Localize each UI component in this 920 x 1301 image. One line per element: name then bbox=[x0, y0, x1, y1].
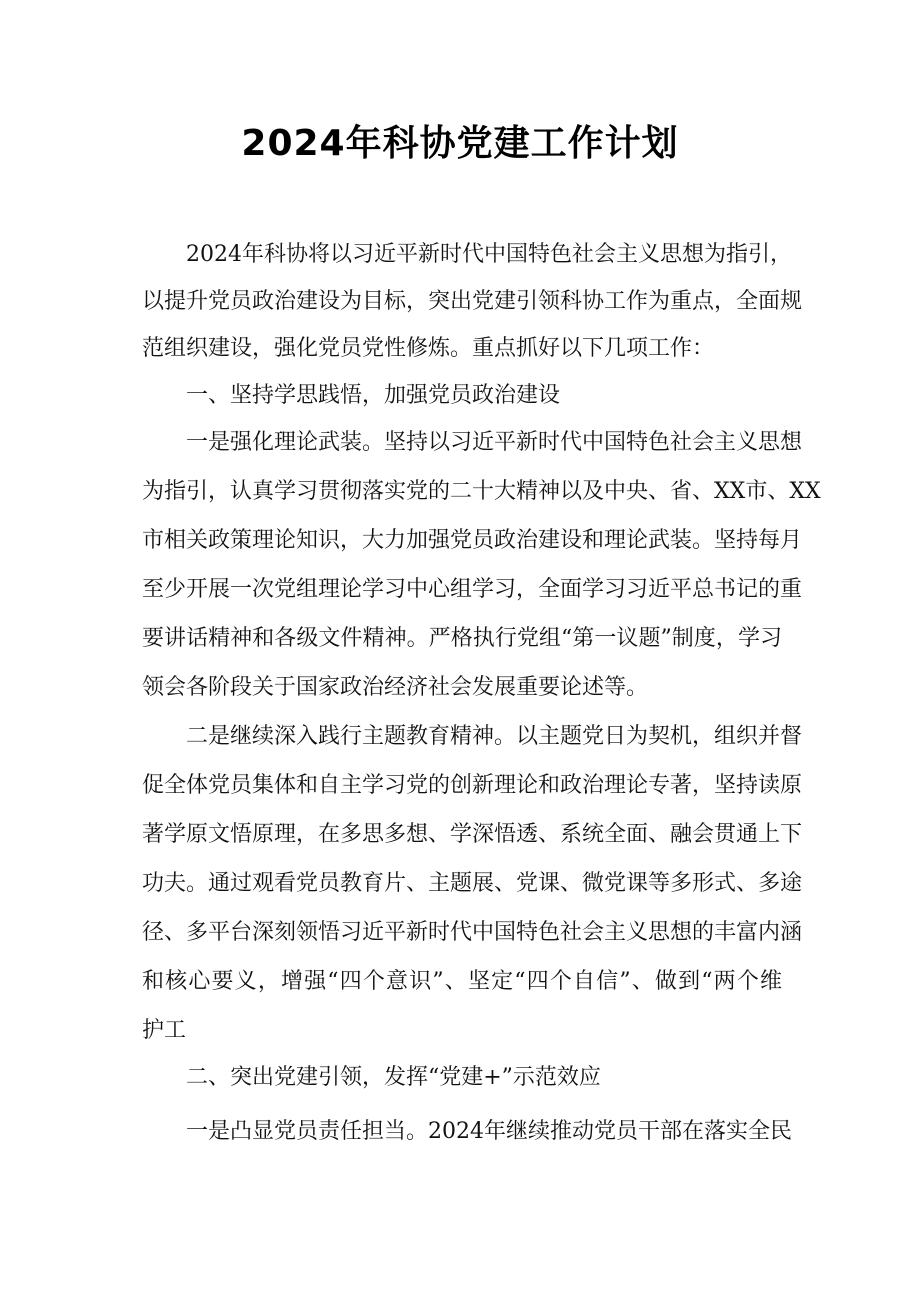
paragraph-line: 和核心要义，增强“四个意识”、坚定“四个自信”、做到“两个维 bbox=[142, 969, 782, 994]
paragraph-line: 护工 bbox=[142, 1018, 187, 1043]
paragraph-line: 一是强化理论武装。坚持以习近平新时代中国特色社会主义思想 bbox=[186, 430, 803, 455]
paragraph-line: 以提升党员政治建设为目标，突出党建引领科协工作为重点，全面规 bbox=[142, 289, 803, 314]
paragraph-line: 为指引，认真学习贯彻落实党的二十大精神以及中央、省、XX市、XX bbox=[142, 479, 821, 504]
paragraph-line: 一是凸显党员责任担当。2024年继续推动党员干部在落实全民 bbox=[186, 1119, 792, 1144]
paragraph-line: 二是继续深入践行主题教育精神。以主题党日为契机，组织并督 bbox=[186, 724, 803, 749]
paragraph-line: 2024年科协将以习近平新时代中国特色社会主义思想为指引， bbox=[186, 242, 792, 267]
paragraph-line: 促全体党员集体和自主学习党的创新理论和政治理论专著，坚持读原 bbox=[142, 773, 803, 798]
paragraph-line: 市相关政策理论知识，大力加强党员政治建设和理论武装。坚持每月 bbox=[142, 528, 803, 553]
section-heading: 二、突出党建引领，发挥“党建+”示范效应 bbox=[186, 1065, 601, 1090]
paragraph-line: 径、多平台深刻领悟习近平新时代中国特色社会主义思想的丰富内涵 bbox=[142, 920, 803, 945]
section-heading: 一、坚持学思践悟，加强党员政治建设 bbox=[186, 383, 561, 408]
page-title: 2024年科协党建工作计划 bbox=[241, 123, 679, 164]
paragraph-line: 功夫。通过观看党员教育片、主题展、党课、微党课等多形式、多途 bbox=[142, 871, 803, 896]
paragraph-line: 范组织建设，强化党员党性修炼。重点抓好以下几项工作： bbox=[142, 336, 715, 361]
paragraph-line: 著学原文悟原理，在多思多想、学深悟透、系统全面、融会贯通上下 bbox=[142, 822, 803, 847]
paragraph-line: 要讲话精神和各级文件精神。严格执行党组“第一议题”制度，学习 bbox=[142, 626, 782, 651]
paragraph-line: 至少开展一次党组理论学习中心组学习，全面学习习近平总书记的重 bbox=[142, 577, 803, 602]
paragraph-line: 领会各阶段关于国家政治经济社会发展重要论述等。 bbox=[142, 675, 649, 700]
